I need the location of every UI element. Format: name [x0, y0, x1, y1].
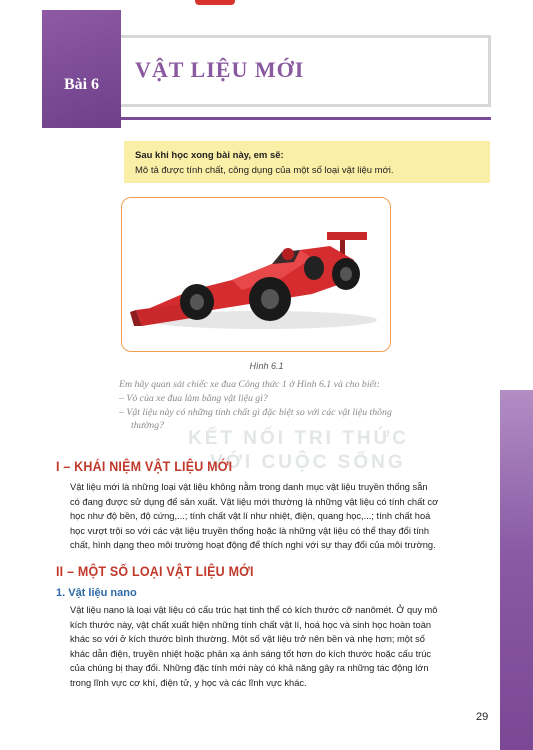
section-2-line: Vật liệu nano là loại vật liệu có cấu trúc hạt tinh thể có kích thước cỡ nanômét. Ở quy mô [70, 605, 438, 615]
prompt-question-2-cont: thường? [131, 420, 164, 431]
page-number: 29 [476, 711, 489, 723]
objectives-item: Mô tả được tính chất, công dụng của một số loại vật liệu mới. [135, 165, 394, 176]
section-1-heading: I – KHÁI NIỆM VẬT LIỆU MỚI [56, 459, 233, 475]
section-2-subheading: 1. Vật liệu nano [56, 587, 137, 599]
side-decor-band [500, 390, 533, 750]
prompt-question-1: – Vỏ của xe đua làm bằng vật liệu gì? [119, 393, 268, 404]
objectives-box [124, 141, 490, 183]
section-2-body [70, 603, 492, 690]
figure-caption: Hình 6.1 [249, 361, 284, 371]
watermark-line-2: VỚI CUỘC SỐNG [210, 452, 406, 473]
section-1-line: học vượt trội so với các vật liệu truyền thống hoặc là những vật liệu có thể thay đổi tính [70, 525, 430, 536]
section-1-line: Vật liệu mới là những loại vật liệu không nằm trong danh mục vật liệu truyền thống sẵn [70, 482, 428, 492]
watermark-line-1: KẾT NỐI TRI THỨC [188, 428, 410, 449]
prompt-question-2: – Vật liệu này có những tính chất gì đặc biệt so với các vật liệu thông [119, 407, 392, 418]
race-car-image [122, 198, 390, 351]
title-rule [121, 117, 491, 120]
top-edge-mark [195, 0, 235, 5]
section-2-line: của chúng bị thay đổi. Những đặc tính mới này có khả năng gây ra những tác động lớn [70, 663, 429, 673]
section-1-line: chất, hình dạng theo môi trường hoạt động để thích nghi với sự thay đổi của môi trường. [70, 540, 436, 550]
section-1-body [70, 480, 492, 553]
section-1-line: học như độ bền, độ cứng,...; tính chất vật lí như nhiệt, điện, quang học,...; tính chất hoá [70, 511, 431, 521]
lesson-label: Bài 6 [63, 76, 100, 93]
lesson-title: VẬT LIỆU MỚI [135, 57, 305, 82]
section-2-heading: II – MỘT SỐ LOẠI VẬT LIỆU MỚI [56, 564, 254, 580]
title-frame [121, 35, 491, 107]
lesson-tab [42, 10, 121, 128]
figure-frame [121, 197, 391, 352]
section-2-line: kích thước này, vật chất xuất hiện những tính chất vật lí, hoá học và sinh học hoàn toàn [70, 619, 432, 630]
section-1-line: có đang được sử dụng để sản xuất. Vật liệu mới thường là những vật liệu có tính chất cơ [70, 496, 439, 507]
prompt-intro: Em hãy quan sát chiếc xe đua Công thức 1 ở Hình 6.1 và cho biết: [119, 379, 380, 390]
objectives-heading: Sau khi học xong bài này, em sẽ: [135, 150, 284, 161]
section-2-line: trong lĩnh vực cơ khí, điện tử, y học và các lĩnh vực khác. [70, 677, 307, 688]
section-2-line: khác so với ở kích thước bình thường. Một số vật liệu trở nên bền và nhẹ hơn; một số [70, 634, 425, 644]
section-2-line: khác dẫn điện, truyền nhiệt hoặc phản xạ ánh sáng tốt hơn do kích thước hoặc cấu trúc [70, 648, 432, 659]
